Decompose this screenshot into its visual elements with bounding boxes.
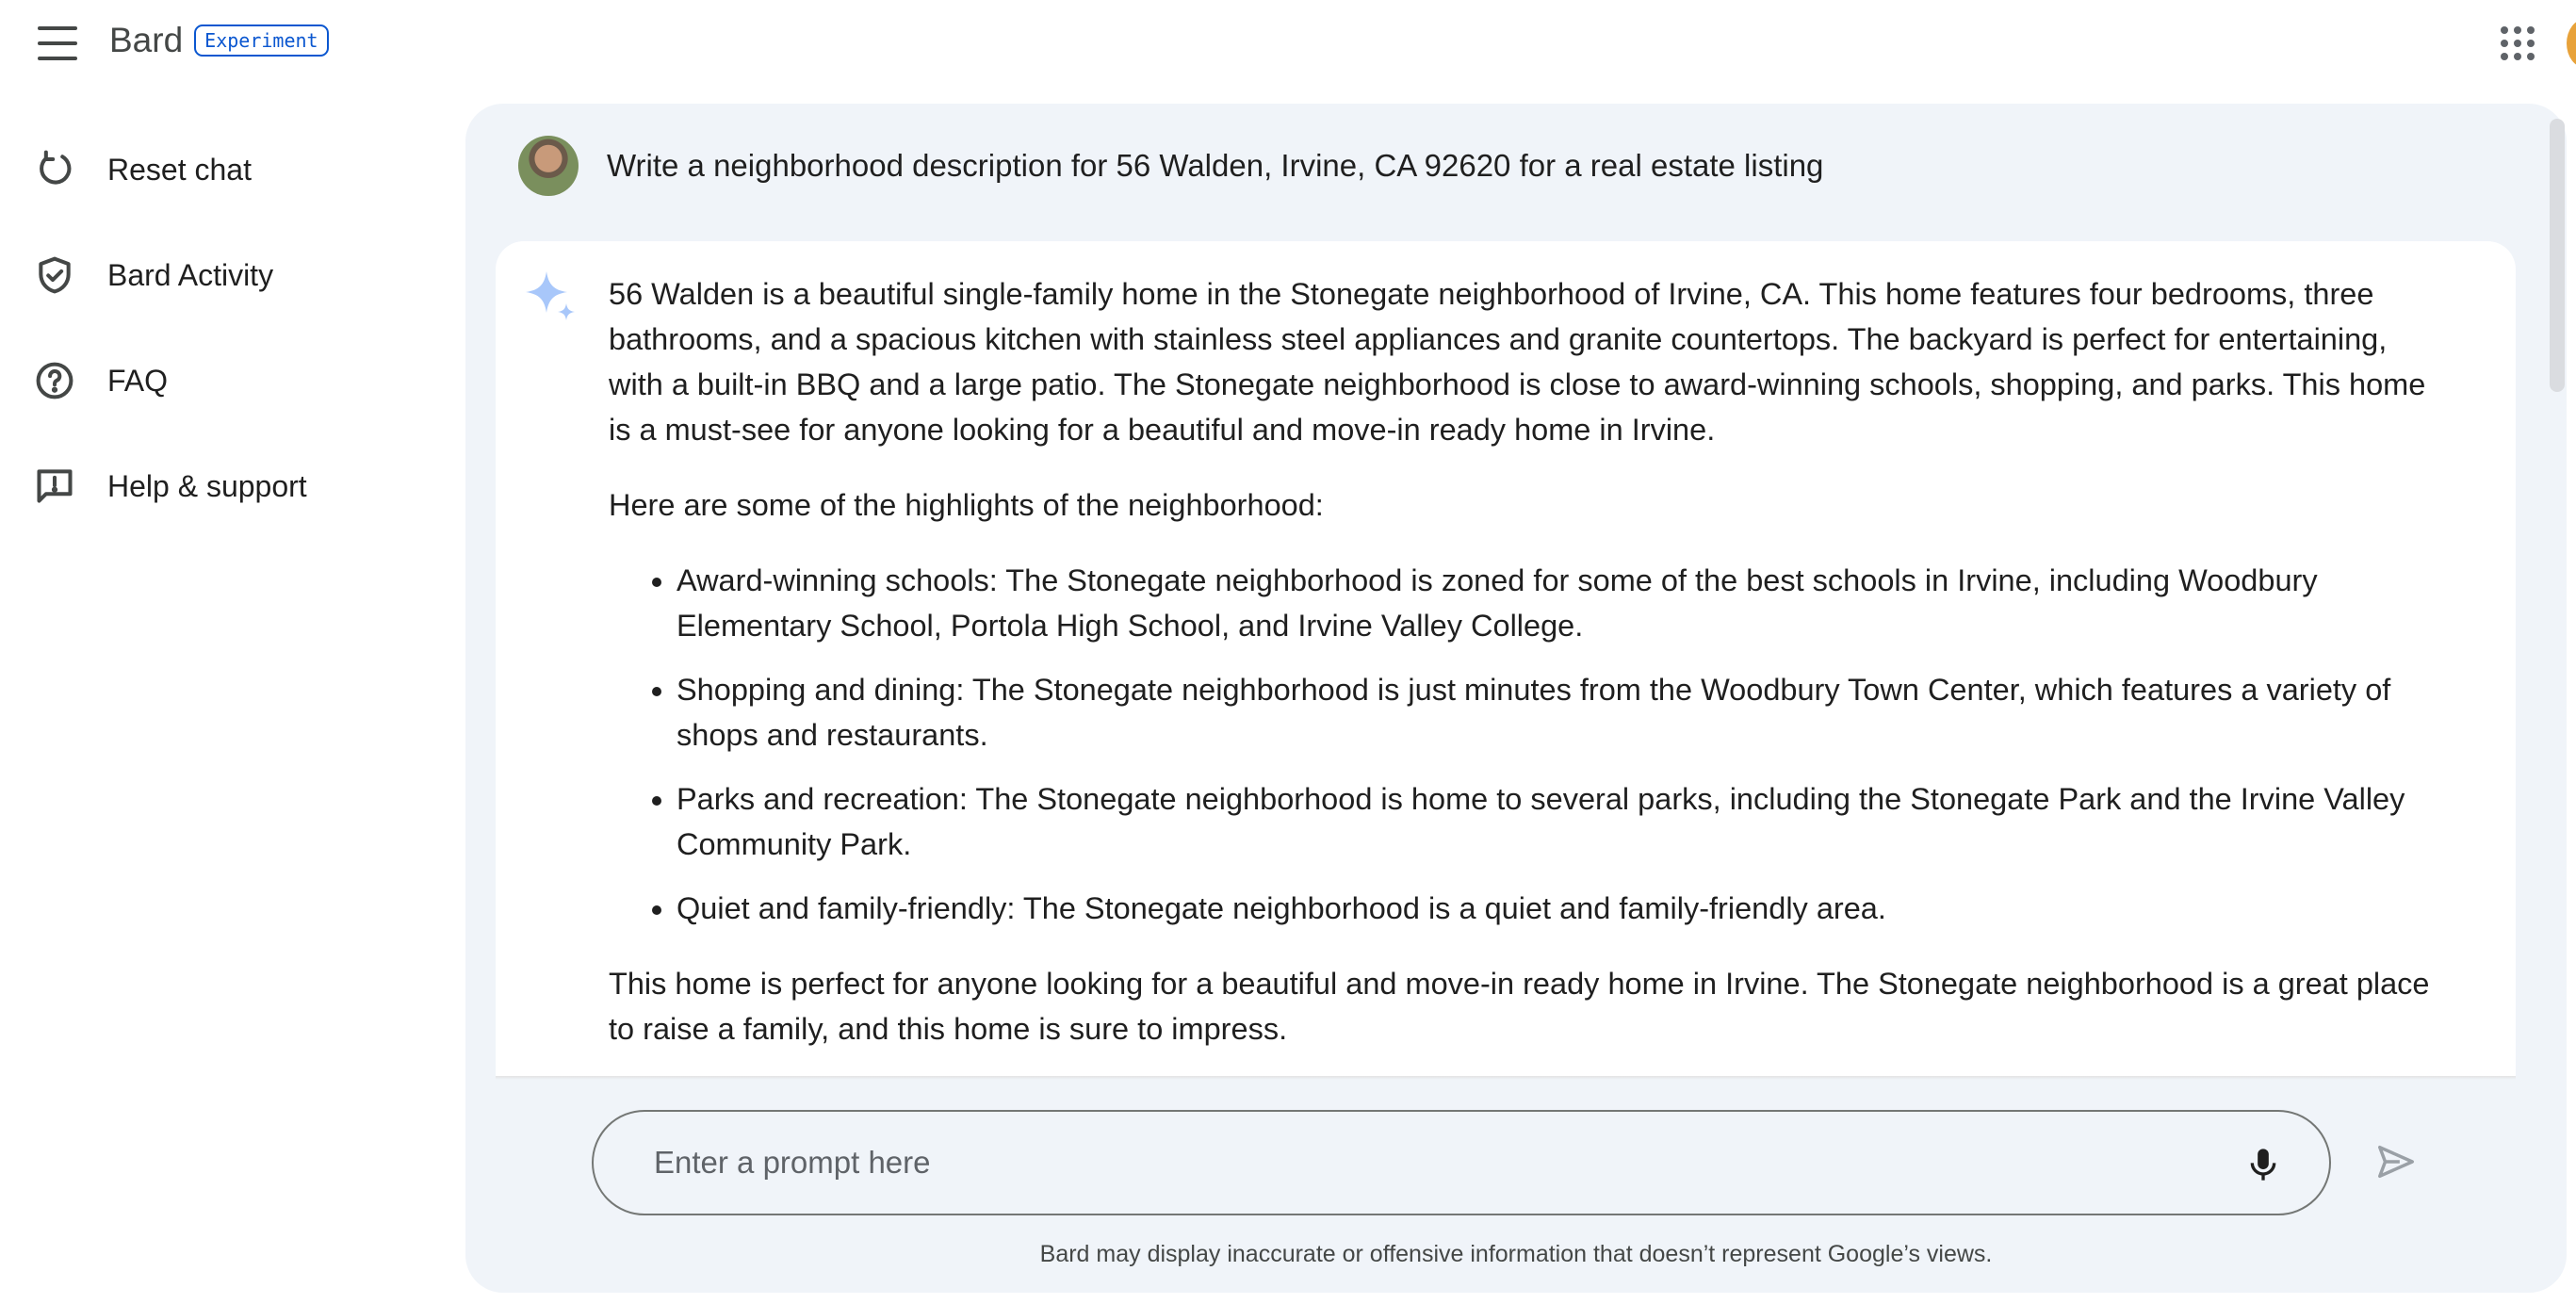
feedback-icon <box>34 465 75 507</box>
response-body <box>609 271 2446 1080</box>
user-message <box>518 136 1823 196</box>
sidebar-item-help-support[interactable] <box>34 465 307 507</box>
disclaimer-text: Bard may display inaccurate or offensive information that doesn’t represent Google’s views. <box>1039 1241 1993 1267</box>
highlights-list <box>609 558 2446 931</box>
prompt-box <box>592 1110 2331 1215</box>
scroll-divider <box>496 1076 2516 1080</box>
list-item: • Parks and recreation: The Stonegate neighborhood is home to several parks, including the Stonegate Park and the Irvine Valley Community Park. <box>677 776 2446 867</box>
bard-sparkle-icon <box>524 269 580 326</box>
microphone-icon[interactable] <box>2244 1144 2282 1185</box>
brand-name: Bard <box>109 21 184 59</box>
sidebar-item-label: Help & support <box>107 468 307 503</box>
menu-line <box>38 26 77 30</box>
prompt-input[interactable] <box>652 1144 2163 1182</box>
list-item: • Quiet and family-friendly: The Stonegate neighborhood is a quiet and family-friendly area. <box>677 886 2446 931</box>
user-prompt-text: Write a neighborhood description for 56 Walden, Irvine, CA 92620 for a real estate listing <box>607 148 1824 183</box>
help-circle-icon <box>34 360 75 401</box>
brand <box>109 21 329 60</box>
sidebar-item-label: Reset chat <box>107 152 252 187</box>
sidebar-item-label: Bard Activity <box>107 257 274 292</box>
list-item: • Shopping and dining: The Stonegate neighborhood is just minutes from the Woodbury Town Center, which features a variety of shops and restaurants. <box>677 667 2446 758</box>
response-closing: This home is perfect for anyone looking for a beautiful and move-in ready home in Irvine. The Stonegate neighborhood is a great place to raise a family, and this home is sure to impress. <box>609 967 2430 1046</box>
sidebar-item-label: FAQ <box>107 363 169 398</box>
sidebar-item-bard-activity[interactable] <box>34 254 273 296</box>
experiment-badge: Experiment <box>194 24 328 57</box>
menu-line <box>38 57 77 60</box>
highlights-heading: Here are some of the highlights of the neighborhood: <box>609 488 1324 522</box>
send-icon[interactable] <box>2374 1140 2418 1183</box>
response-intro: 56 Walden is a beautiful single-family home in the Stonegate neighborhood of Irvine, CA. This home features four bedrooms, three bathrooms, and a spacious kitchen with stainless steel appliances and granite countertops. The backyard is perfect for entertaining, with a built-in BBQ and a large patio. The Stonegate neighborhood is close to award-winning schools, shopping, and parks. This home is a must-see for anyone looking for a beautiful and move-in ready home in Irvine. <box>609 277 2426 447</box>
list-item: • Award-winning schools: The Stonegate neighborhood is zoned for some of the best schools in Irvine, including Woodbury Elementary School, Portola High School, and Irvine Valley College. <box>677 558 2446 648</box>
shield-check-icon <box>34 254 75 296</box>
sidebar-item-reset-chat[interactable] <box>34 149 252 190</box>
main-menu-button[interactable] <box>38 26 77 60</box>
account-avatar[interactable] <box>2567 19 2576 68</box>
scrollbar[interactable] <box>2550 119 2565 392</box>
bard-response <box>496 241 2516 1080</box>
sidebar-item-faq[interactable] <box>34 360 168 401</box>
reset-icon <box>34 149 75 190</box>
google-apps-icon[interactable] <box>2501 26 2535 60</box>
menu-line <box>38 41 77 45</box>
user-avatar <box>518 136 579 196</box>
